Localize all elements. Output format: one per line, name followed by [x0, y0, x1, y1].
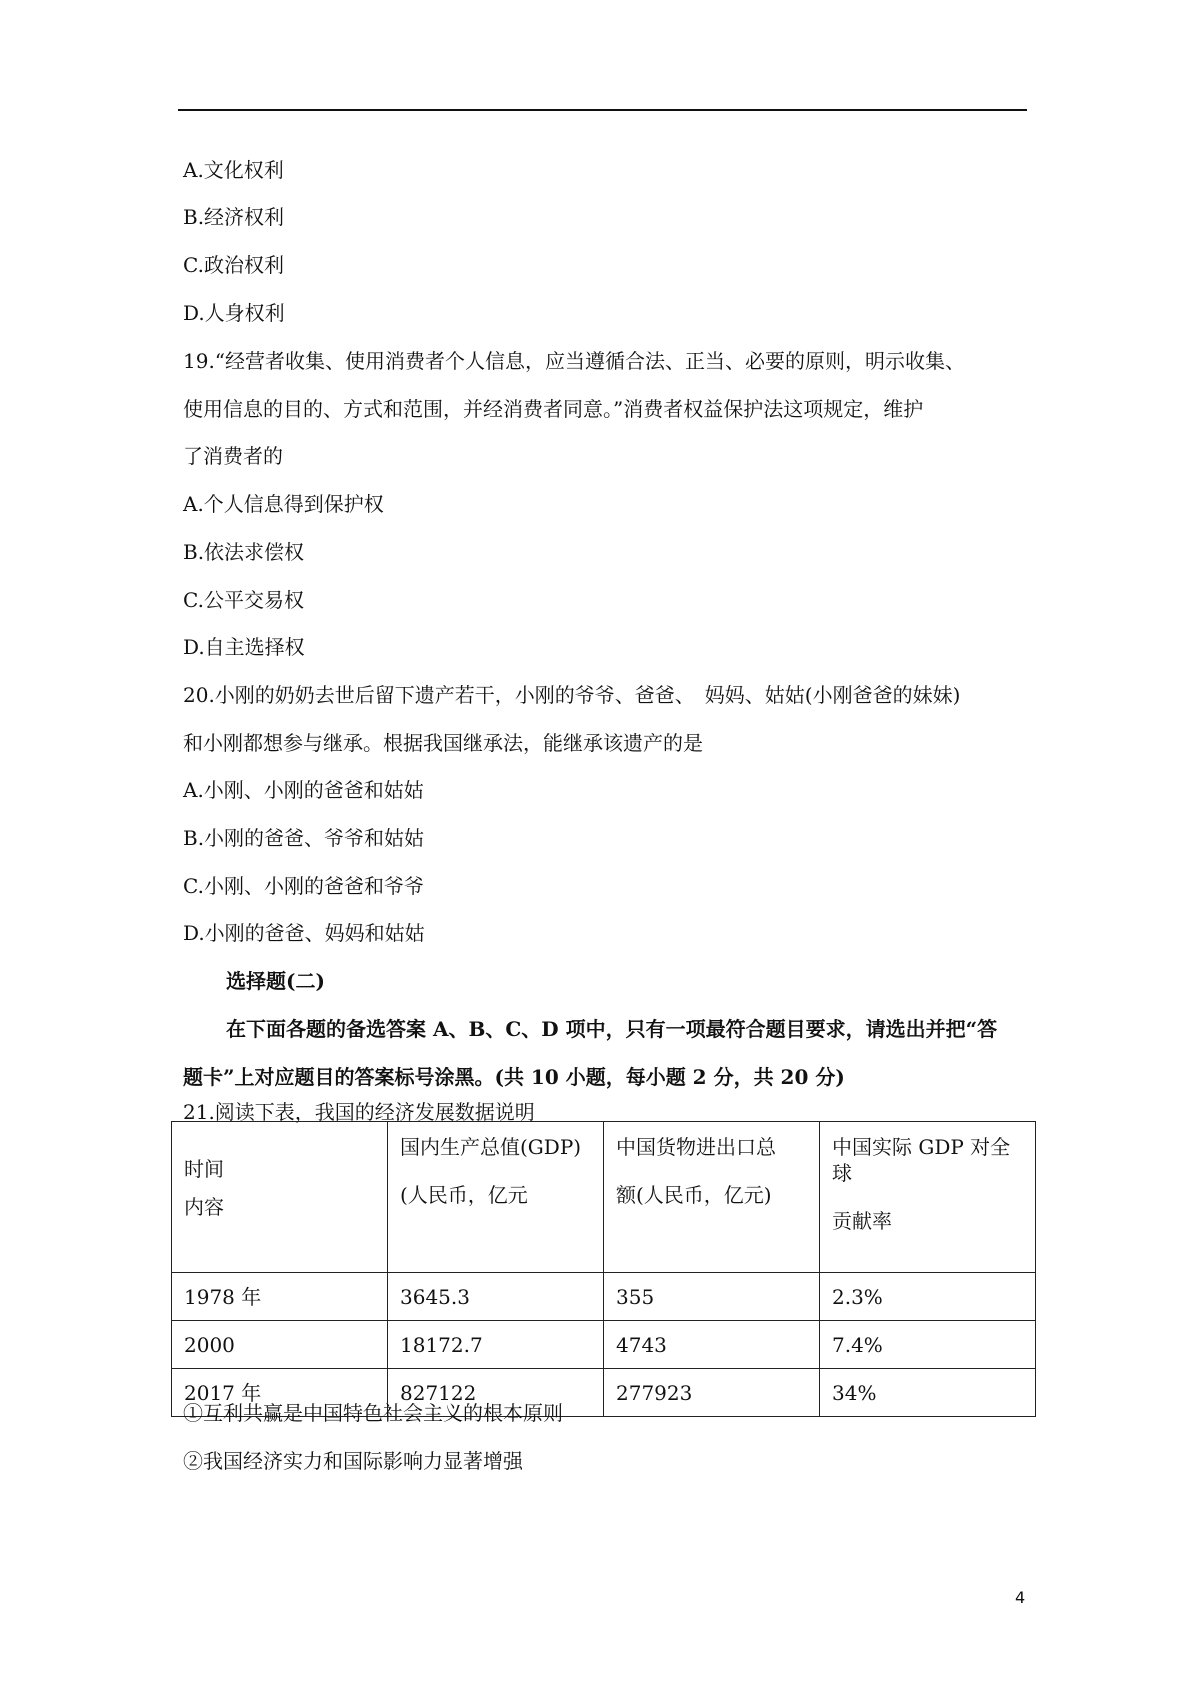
section-instruction-line-2: 题卡”上对应题目的答案标号涂黑。(共 10 小题，每小题 2 分，共 20 分) — [183, 1065, 845, 1089]
q20-option-d: D.小刚的爸爸、妈妈和姑姑 — [183, 921, 425, 945]
header-contribution — [820, 1122, 1036, 1273]
header-contribution-line-1: 中国实际 GDP 对全球 — [832, 1135, 1011, 1185]
header-gdp — [388, 1122, 604, 1273]
section-instruction-line-1: 在下面各题的备选答案 A、B、C、D 项中，只有一项最符合题目要求，请选出并把“答 — [226, 1017, 998, 1041]
corner-label-content: 内容 — [184, 1195, 224, 1219]
table-corner-cell — [172, 1122, 388, 1273]
page-number: 4 — [1015, 1588, 1026, 1607]
q20-option-c: C.小刚、小刚的爸爸和爷爷 — [183, 874, 424, 898]
q19-stem-line-2: 使用信息的目的、方式和范围，并经消费者同意。”消费者权益保护法这项规定，维护 — [183, 397, 924, 421]
q19-option-d: D.自主选择权 — [183, 635, 305, 659]
q21-statement-2: ②我国经济实力和国际影响力显著增强 — [183, 1449, 523, 1473]
q21-stem: 21.阅读下表，我国的经济发展数据说明 — [183, 1100, 535, 1124]
header-contribution-line-2: 贡献率 — [832, 1209, 892, 1233]
table-cell: 18172.7 — [388, 1321, 604, 1369]
q19-option-b: B.依法求偿权 — [183, 540, 305, 564]
table-cell: 355 — [604, 1273, 820, 1321]
table-header-row — [172, 1122, 1036, 1273]
table-cell: 277923 — [604, 1369, 820, 1417]
q19-option-c: C.公平交易权 — [183, 588, 304, 612]
header-trade-line-2: 额(人民币，亿元) — [616, 1183, 772, 1207]
q21-statement-1: ①互利共赢是中国特色社会主义的根本原则 — [183, 1401, 563, 1425]
q18-option-a: A.文化权利 — [183, 158, 284, 182]
table-cell: 2.3% — [820, 1273, 1036, 1321]
economic-data-table — [171, 1121, 1036, 1417]
table-cell: 1978 年 — [172, 1273, 388, 1321]
header-trade-line-1: 中国货物进出口总 — [616, 1135, 776, 1159]
section-title: 选择题(二) — [226, 969, 325, 993]
header-rule — [178, 109, 1027, 111]
table-cell: 7.4% — [820, 1321, 1036, 1369]
q20-stem-line-1: 20.小刚的奶奶去世后留下遗产若干，小刚的爷爷、爸爸、 妈妈、姑姑(小刚爸爸的妹妹) — [183, 683, 961, 707]
corner-label-time: 时间 — [184, 1157, 224, 1181]
q18-option-b: B.经济权利 — [183, 205, 285, 229]
table-cell: 2017 年 — [172, 1369, 388, 1417]
header-gdp-line-1: 国内生产总值(GDP) — [400, 1135, 582, 1159]
q20-stem-line-2: 和小刚都想参与继承。根据我国继承法，能继承该遗产的是 — [183, 731, 703, 755]
q20-option-b: B.小刚的爸爸、爷爷和姑姑 — [183, 826, 425, 850]
header-trade — [604, 1122, 820, 1273]
table-cell: 34% — [820, 1369, 1036, 1417]
table-row — [172, 1321, 1036, 1369]
table-cell: 2000 — [172, 1321, 388, 1369]
q20-option-a: A.小刚、小刚的爸爸和姑姑 — [183, 778, 424, 802]
header-gdp-line-2: (人民币，亿元 — [400, 1183, 528, 1207]
q18-option-d: D.人身权利 — [183, 301, 285, 325]
q18-option-c: C.政治权利 — [183, 253, 284, 277]
q19-stem-line-3: 了消费者的 — [183, 444, 283, 468]
table-cell: 827122 — [388, 1369, 604, 1417]
q19-stem-line-1: 19.“经营者收集、使用消费者个人信息，应当遵循合法、正当、必要的原则，明示收集、 — [183, 349, 966, 373]
q19-option-a: A.个人信息得到保护权 — [183, 492, 384, 516]
table-cell: 3645.3 — [388, 1273, 604, 1321]
table-row — [172, 1273, 1036, 1321]
table-cell: 4743 — [604, 1321, 820, 1369]
